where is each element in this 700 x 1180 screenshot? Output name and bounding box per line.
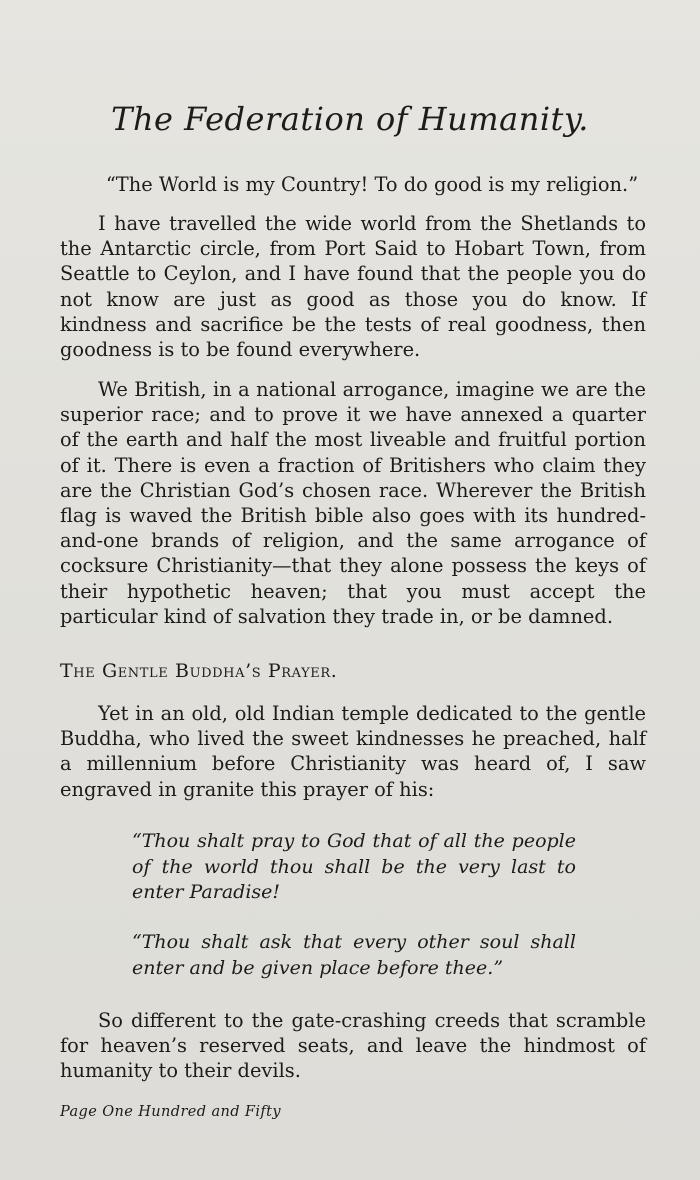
paragraph-1: I have travelled the wide world from the Shetlands to the Antarctic circle, from Port Said to Hobart Town, from Seattle to Ceylon, and I have found that the people you do not know are just as good as those you do know. If kindness and sacrifice be the tests of real goodness, then goodness is to be found everywhere.	[60, 212, 646, 362]
paragraph-3-block	[60, 701, 646, 802]
paragraph-4-block	[60, 1008, 646, 1084]
motto: “The World is my Country! To do good is my religion.”	[105, 173, 639, 196]
page-footer: Page One Hundred and Fifty	[60, 1104, 282, 1120]
paragraph-1-block	[60, 211, 646, 362]
section-heading	[60, 660, 337, 682]
prayer-verse-2: “Thou shalt ask that every other soul shall enter and be given place before thee.”	[132, 931, 576, 979]
paragraph-4: So different to the gate-crashing creeds that scramble for heaven’s reserved seats, and leave the hindmost of humanity to their devils.	[60, 1009, 646, 1083]
prayer-verse-1: “Thou shalt pray to God that of all the people of the world thou shall be the very last to enter Paradise!	[132, 830, 576, 903]
paragraph-2: We British, in a national arrogance, imagine we are the superior race; and to prove it we have annexed a quarter of the earth and half the most liveable and fruitful portion of it. There is even a fraction of Britishers who claim they are the Christian God’s chosen race. Wherever the British flag is waved the British bible also goes with its hundred-and-one brands of religion, and the same arrogance of cocksure Christianity—that they alone possess the keys of their hypothetic heaven; that you must accept the particular kind of salvation they trade in, or be damned.	[60, 378, 646, 628]
page-title: The Federation of Humanity.	[111, 100, 589, 138]
paragraph-2-block	[60, 377, 646, 629]
paragraph-3: Yet in an old, old Indian temple dedicated to the gentle Buddha, who lived the sweet kindnesses he preached, half a millennium before Christianity was heard of, I saw engraved in granite this prayer of his:	[60, 702, 646, 801]
section-heading-text: The Gentle Buddha’s Prayer.	[60, 660, 338, 682]
